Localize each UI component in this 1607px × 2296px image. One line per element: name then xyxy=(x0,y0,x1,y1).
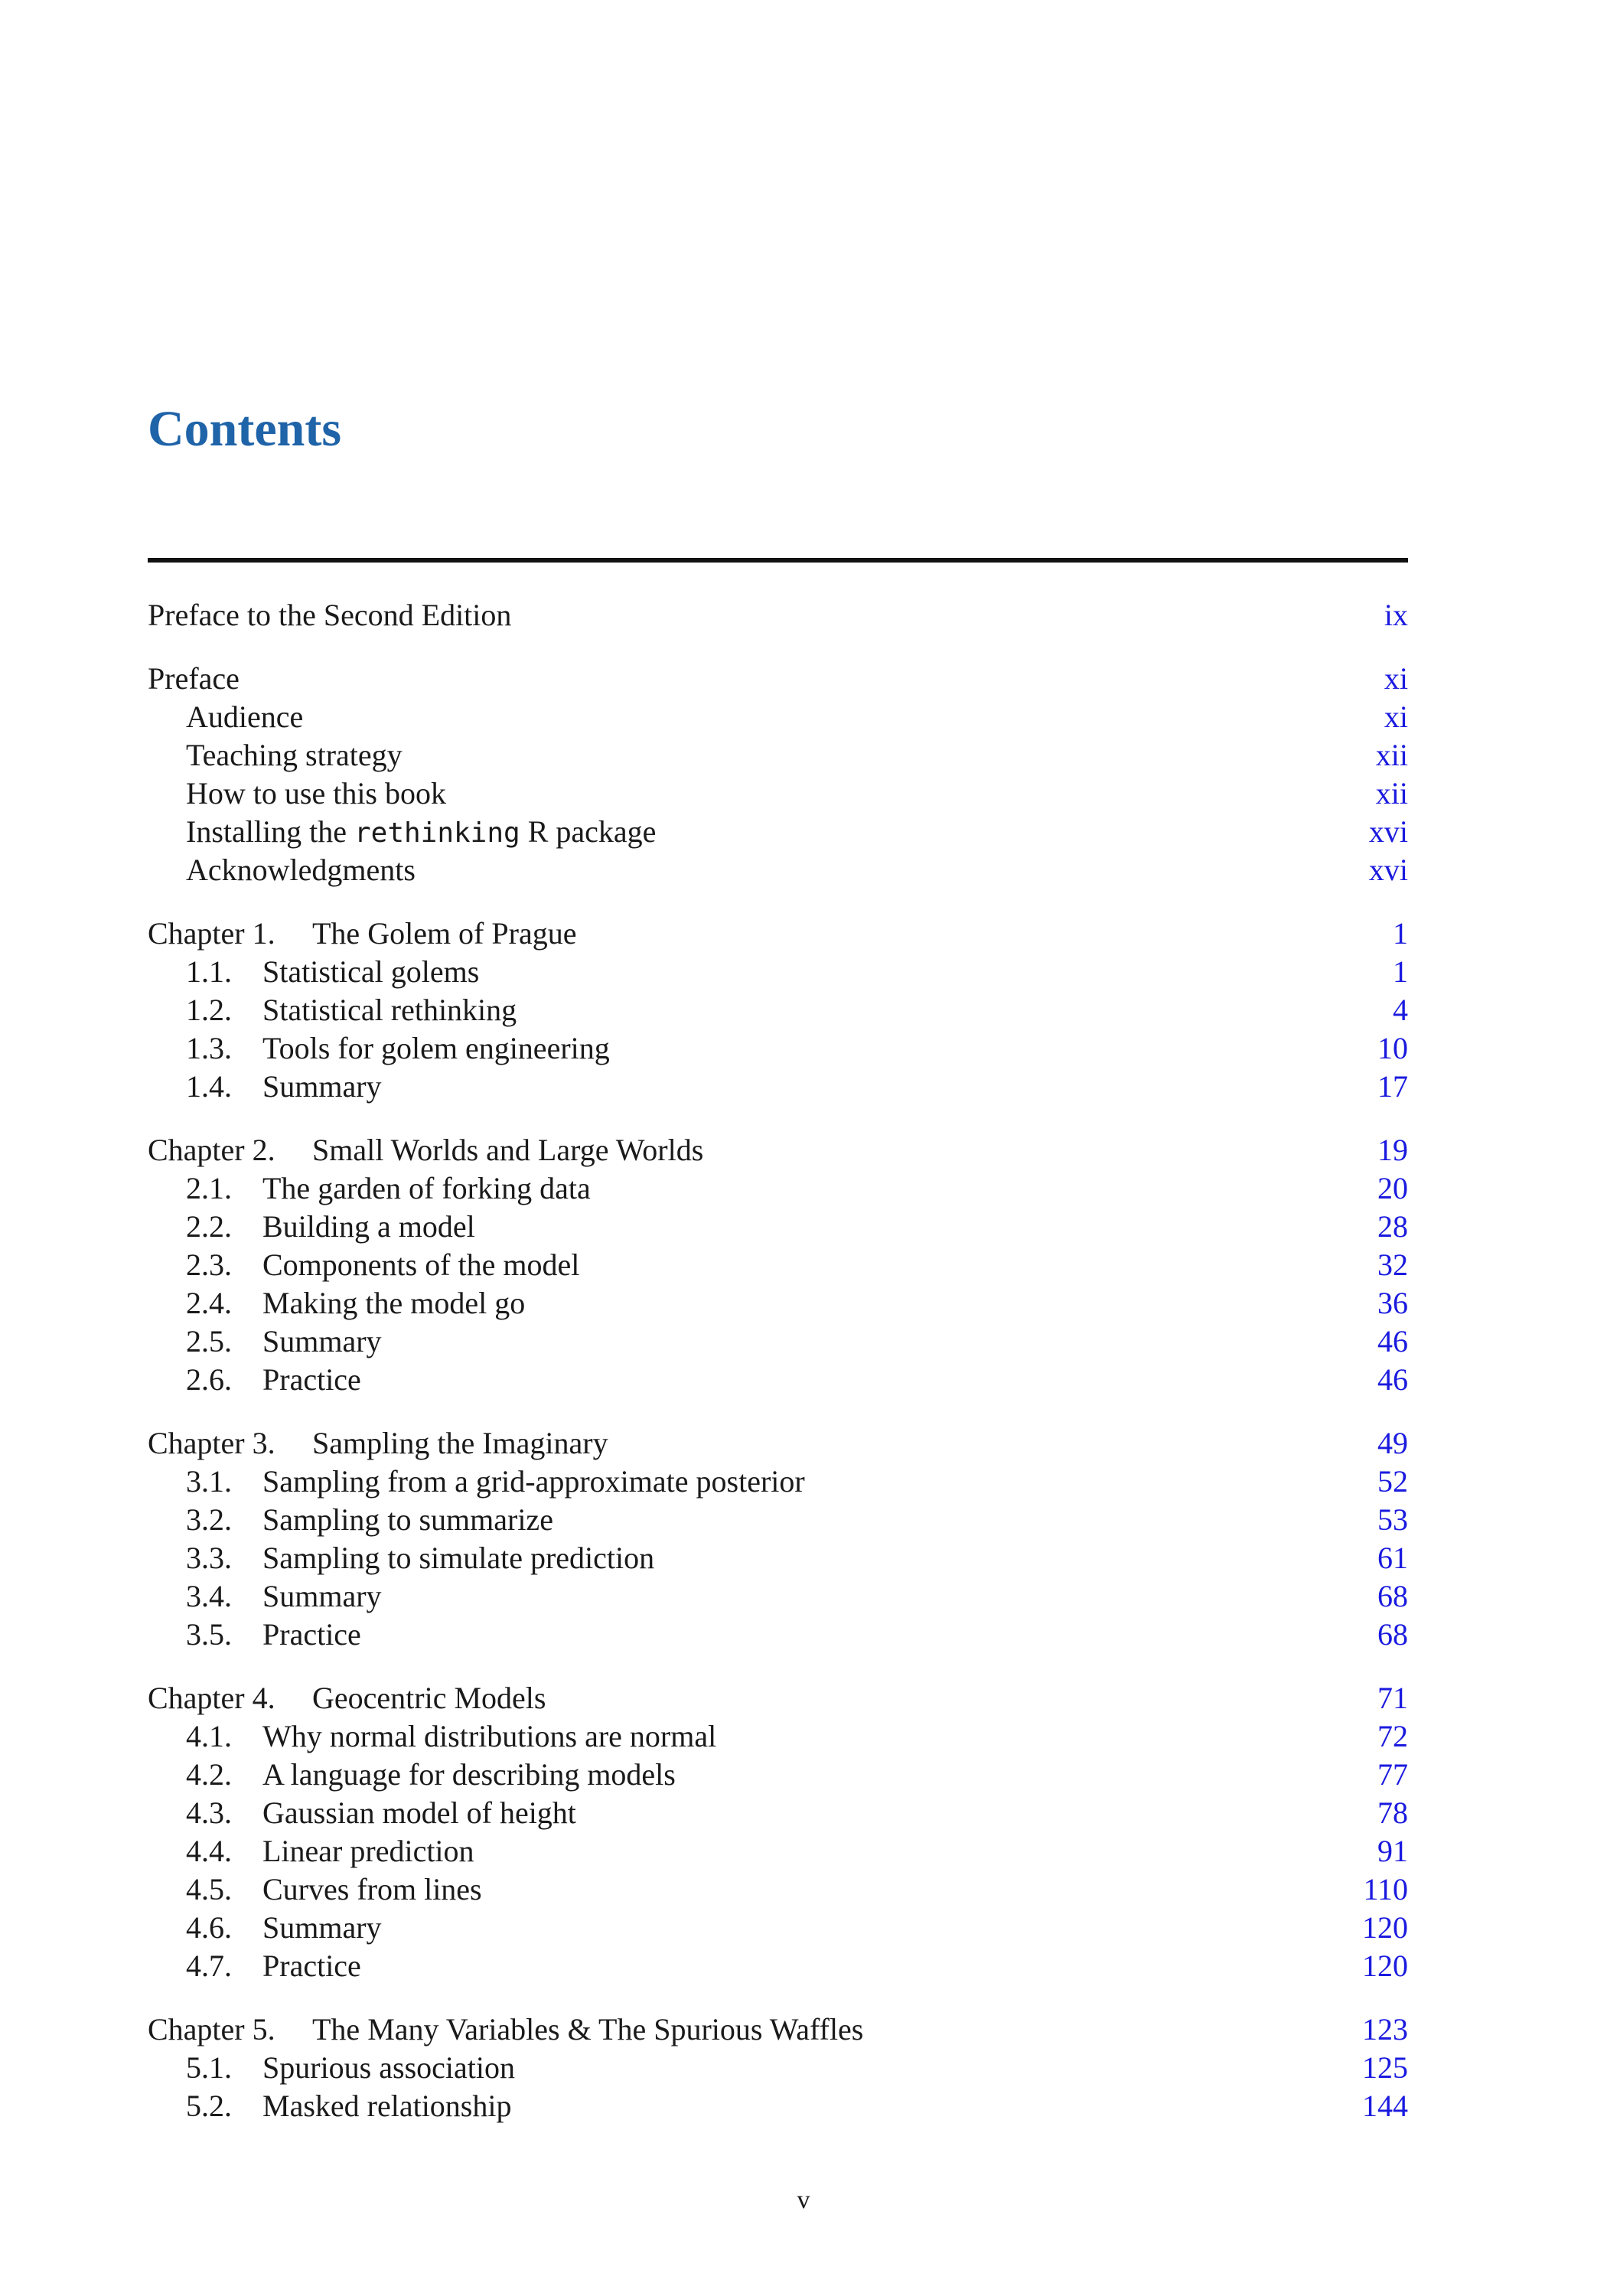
toc-entry-label: Spurious association xyxy=(262,2050,515,2085)
page-number-link[interactable]: 77 xyxy=(1377,1757,1408,1792)
toc-entry[interactable] xyxy=(148,1424,1408,1463)
toc-entry-label: Summary xyxy=(262,1579,382,1613)
section-number: 4.6. xyxy=(186,1910,232,1945)
section-number: 1.2. xyxy=(186,993,232,1027)
toc-entry-label: The Many Variables & The Spurious Waffles xyxy=(312,2012,864,2047)
toc-entry-label: Preface xyxy=(148,661,240,696)
table-of-contents xyxy=(148,596,1408,2151)
chapter-number: Chapter 3. xyxy=(148,1426,275,1460)
page-number-link[interactable]: 120 xyxy=(1362,1910,1408,1945)
toc-subentry[interactable] xyxy=(148,1870,1408,1909)
section-number: 2.6. xyxy=(186,1362,232,1397)
toc-group xyxy=(148,1679,1408,1985)
toc-subentry[interactable] xyxy=(148,2049,1408,2087)
toc-entry-label: Geocentric Models xyxy=(312,1681,546,1715)
page-number-link[interactable]: xi xyxy=(1384,700,1408,734)
toc-entry-label: Components of the model xyxy=(262,1247,580,1282)
toc-subentry[interactable] xyxy=(148,736,1408,775)
toc-entry[interactable] xyxy=(148,915,1408,953)
section-number: 5.2. xyxy=(186,2089,232,2123)
toc-subentry[interactable] xyxy=(148,1577,1408,1616)
section-number: 3.2. xyxy=(186,1502,232,1537)
chapter-number: Chapter 2. xyxy=(148,1133,275,1167)
toc-subentry[interactable] xyxy=(148,1068,1408,1106)
toc-entry-label: Summary xyxy=(262,1069,382,1104)
toc-entry-label: How to use this book xyxy=(186,776,446,810)
title-rule xyxy=(148,558,1408,563)
toc-group xyxy=(148,915,1408,1106)
page-number-link[interactable]: 61 xyxy=(1377,1541,1408,1575)
toc-entry-label: Masked relationship xyxy=(262,2089,512,2123)
toc-entry-label: Practice xyxy=(262,1362,361,1397)
toc-entry-label: Why normal distributions are normal xyxy=(262,1719,717,1753)
page-number-link[interactable]: 68 xyxy=(1377,1579,1408,1613)
toc-entry[interactable] xyxy=(148,2011,1408,2049)
toc-entry[interactable] xyxy=(148,596,1408,634)
page-number-link[interactable]: 46 xyxy=(1377,1324,1408,1358)
section-number: 1.1. xyxy=(186,954,232,989)
page-number-link[interactable]: ix xyxy=(1384,598,1408,632)
toc-subentry[interactable] xyxy=(148,2087,1408,2125)
toc-entry-label: Building a model xyxy=(262,1209,475,1244)
label-text: Installing the xyxy=(186,814,354,849)
toc-subentry[interactable] xyxy=(148,813,1408,851)
toc-subentry[interactable] xyxy=(148,991,1408,1029)
toc-entry[interactable] xyxy=(148,1679,1408,1717)
section-number: 4.1. xyxy=(186,1719,232,1753)
page-number-link[interactable]: xvi xyxy=(1368,814,1408,849)
toc-entry-label: Tools for golem engineering xyxy=(262,1031,610,1065)
section-number: 2.1. xyxy=(186,1171,232,1205)
section-number: 2.5. xyxy=(186,1324,232,1358)
toc-subentry[interactable] xyxy=(148,1539,1408,1577)
page-number-link[interactable]: 28 xyxy=(1377,1209,1408,1244)
toc-subentry[interactable] xyxy=(148,1909,1408,1947)
toc-entry-label: Gaussian model of height xyxy=(262,1795,576,1830)
page-number-link[interactable]: 1 xyxy=(1393,916,1408,951)
toc-subentry[interactable] xyxy=(148,1246,1408,1284)
toc-entry[interactable] xyxy=(148,660,1408,698)
section-number: 4.2. xyxy=(186,1757,232,1792)
section-number: 2.4. xyxy=(186,1286,232,1320)
section-number: 1.3. xyxy=(186,1031,232,1065)
page-number-link[interactable]: 1 xyxy=(1393,954,1408,989)
page-number-link[interactable]: 36 xyxy=(1377,1286,1408,1320)
page-number-link[interactable]: xii xyxy=(1375,738,1408,772)
page-number-link[interactable]: 72 xyxy=(1377,1719,1408,1753)
code-text: rethinking xyxy=(354,817,520,849)
toc-group xyxy=(148,2011,1408,2125)
page-number-link[interactable]: 32 xyxy=(1377,1247,1408,1282)
chapter-number: Chapter 5. xyxy=(148,2012,275,2047)
toc-entry-label: Practice xyxy=(262,1617,361,1652)
toc-subentry[interactable] xyxy=(148,1717,1408,1756)
section-number: 3.3. xyxy=(186,1541,232,1575)
toc-subentry[interactable] xyxy=(148,1616,1408,1654)
toc-subentry[interactable] xyxy=(148,1756,1408,1794)
page-number-link[interactable]: 125 xyxy=(1362,2050,1408,2085)
toc-subentry[interactable] xyxy=(148,1501,1408,1539)
toc-subentry[interactable] xyxy=(148,1361,1408,1399)
toc-entry-label: Summary xyxy=(262,1910,382,1945)
toc-subentry[interactable] xyxy=(148,1169,1408,1208)
toc-subentry[interactable] xyxy=(148,1832,1408,1870)
page-title: Contents xyxy=(148,401,342,457)
toc-entry-label: A language for describing models xyxy=(262,1757,676,1792)
page-number-link[interactable]: 4 xyxy=(1393,993,1408,1027)
toc-entry-label: The garden of forking data xyxy=(262,1171,591,1205)
section-number: 3.1. xyxy=(186,1464,232,1499)
page-number-link[interactable]: 53 xyxy=(1377,1502,1408,1537)
section-number: 3.5. xyxy=(186,1617,232,1652)
toc-entry-label: Making the model go xyxy=(262,1286,526,1320)
toc-subentry[interactable] xyxy=(148,1794,1408,1832)
page-number-link[interactable]: 52 xyxy=(1377,1464,1408,1499)
toc-entry-label: Preface to the Second Edition xyxy=(148,598,512,632)
page-number-link[interactable]: 46 xyxy=(1377,1362,1408,1397)
toc-entry-label: Teaching strategy xyxy=(186,738,403,772)
page-number-link[interactable]: 17 xyxy=(1377,1069,1408,1104)
page-number-link[interactable]: 20 xyxy=(1377,1171,1408,1205)
section-number: 4.4. xyxy=(186,1834,232,1868)
toc-entry-label: Summary xyxy=(262,1324,382,1358)
page-number-link[interactable]: 49 xyxy=(1377,1426,1408,1460)
toc-group xyxy=(148,660,1408,889)
page-number-link[interactable]: 120 xyxy=(1362,1949,1408,1983)
section-number: 4.5. xyxy=(186,1872,232,1906)
toc-entry-label: Sampling the Imaginary xyxy=(312,1426,608,1460)
page-number-link[interactable]: 123 xyxy=(1362,2012,1408,2047)
page-number-link[interactable]: xi xyxy=(1384,661,1408,696)
toc-entry-label: Small Worlds and Large Worlds xyxy=(312,1133,704,1167)
page-number: v xyxy=(797,2186,810,2214)
toc-group xyxy=(148,596,1408,634)
toc-subentry[interactable] xyxy=(148,1208,1408,1246)
toc-subentry[interactable] xyxy=(148,1947,1408,1985)
toc-group xyxy=(148,1131,1408,1399)
page-number-link[interactable]: xvi xyxy=(1368,853,1408,887)
page-number-link[interactable]: 144 xyxy=(1362,2089,1408,2123)
toc-entry-label: Acknowledgments xyxy=(186,853,416,887)
toc-subentry[interactable] xyxy=(148,953,1408,991)
page-number-link[interactable]: 71 xyxy=(1377,1681,1408,1715)
toc-subentry[interactable] xyxy=(148,698,1408,736)
toc-subentry[interactable] xyxy=(148,1463,1408,1501)
toc-subentry[interactable] xyxy=(148,851,1408,889)
page-number-link[interactable]: 19 xyxy=(1377,1133,1408,1167)
toc-group xyxy=(148,1424,1408,1654)
section-number: 5.1. xyxy=(186,2050,232,2085)
toc-entry[interactable] xyxy=(148,1131,1408,1169)
toc-entry-label: The Golem of Prague xyxy=(312,916,577,951)
toc-entry-label: Sampling to summarize xyxy=(262,1502,553,1537)
toc-entry-label: Statistical golems xyxy=(262,954,480,989)
section-number: 4.3. xyxy=(186,1795,232,1830)
page-number-link[interactable]: 78 xyxy=(1377,1795,1408,1830)
toc-entry-label: Sampling from a grid-approximate posterior xyxy=(262,1464,805,1499)
toc-subentry[interactable] xyxy=(148,1322,1408,1361)
toc-subentry[interactable] xyxy=(148,1284,1408,1322)
toc-entry-label xyxy=(186,813,1369,853)
page-number-link[interactable]: xii xyxy=(1375,776,1408,810)
section-number: 2.3. xyxy=(186,1247,232,1282)
toc-entry-label: Audience xyxy=(186,700,304,734)
section-number: 3.4. xyxy=(186,1579,232,1613)
page-number-link[interactable]: 91 xyxy=(1377,1834,1408,1868)
toc-entry-label: Sampling to simulate prediction xyxy=(262,1541,655,1575)
section-number: 4.7. xyxy=(186,1949,232,1983)
chapter-number: Chapter 4. xyxy=(148,1681,275,1715)
toc-entry-label: Curves from lines xyxy=(262,1872,482,1906)
section-number: 2.2. xyxy=(186,1209,232,1244)
toc-subentry[interactable] xyxy=(148,775,1408,813)
toc-entry-label: Statistical rethinking xyxy=(262,993,517,1027)
label-text: R package xyxy=(520,814,657,849)
toc-subentry[interactable] xyxy=(148,1029,1408,1068)
section-number: 1.4. xyxy=(186,1069,232,1104)
page-number-link[interactable]: 10 xyxy=(1377,1031,1408,1065)
toc-entry-label: Linear prediction xyxy=(262,1834,474,1868)
toc-entry-label: Practice xyxy=(262,1949,361,1983)
page-number-link[interactable]: 110 xyxy=(1363,1872,1408,1906)
chapter-number: Chapter 1. xyxy=(148,916,275,951)
page-number-link[interactable]: 68 xyxy=(1377,1617,1408,1652)
